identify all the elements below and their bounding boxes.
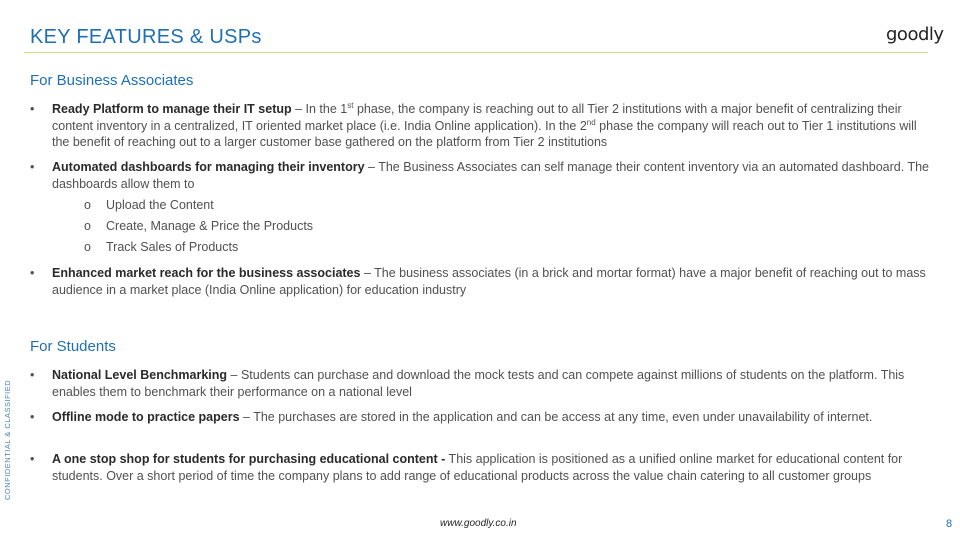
bullet-text: – In the 1 [291,102,348,116]
dashboard-subitem [84,219,313,233]
business-bullet-market-reach [30,265,930,298]
subitem-label: Upload the Content [106,198,214,212]
bullet-dot: • [30,410,35,424]
bullet-text: This application is positioned as a unified online market for educational content for students. Over a short period of time the company plans to add range of educational products across the value chain catering to all customer groups [52,452,903,483]
bullet-dot: • [30,102,35,116]
bullet-text: – The purchases are stored in the application and can be access at any time, even under unavailability of internet. [239,410,873,424]
dashboard-subitem [84,240,238,254]
subitem-marker: o [84,240,91,254]
students-section-heading: For Students [30,338,116,355]
bullet-lead: National Level Benchmarking [52,368,228,382]
bullet-lead: Ready Platform to manage their IT setup [52,102,292,116]
business-section-heading: For Business Associates [30,72,194,89]
bullet-lead: Offline mode to practice papers [52,410,240,424]
page-title: KEY FEATURES & USPs [30,26,262,48]
subitem-label: Create, Manage & Price the Products [106,219,314,233]
bullet-lead: Enhanced market reach for the business associates [52,266,361,280]
goodly-logo: goodly [886,24,944,45]
students-bullet-one-stop-shop [30,451,930,484]
students-bullet-benchmarking [30,367,930,400]
students-bullet-offline-mode [30,409,930,426]
business-bullet-automated-dashboards [30,159,930,192]
bullet-text: – The Business Associates can self manage their content inventory via an automated dashboard. The dashboards allow them to [52,160,930,191]
bullet-dot: • [30,160,35,174]
footer-website-link[interactable]: www.goodly.co.in [440,518,517,529]
bullet-text: phase, the company is reaching out to all Tier 2 institutions with a major benefit of centralizing their content inventory in a centralized, IT oriented market place (i.e. India Online application). In the 2 [52,102,902,133]
ordinal-suffix: st [347,100,354,110]
bullet-dot: • [30,452,35,466]
bullet-lead: Automated dashboards for managing their inventory [52,160,365,174]
subitem-marker: o [84,198,91,212]
subitem-label: Track Sales of Products [106,240,239,254]
bullet-dot: • [30,368,35,382]
confidential-side-label: CONFIDENTIAL & CLASSIFIED [3,379,12,500]
dashboard-subitem [84,198,214,212]
page-number: 8 [946,518,953,530]
bullet-text: phase the company will reach out to Tier 1 institutions will the benefit of reaching out to a larger customer base gathered on the platform from Tier 2 institutions [52,118,917,149]
title-divider [24,52,928,53]
subitem-marker: o [84,219,91,233]
business-bullet-ready-platform [30,101,930,151]
ordinal-suffix: nd [586,117,596,127]
bullet-text: – The business associates (in a brick and mortar format) have a major benefit of reaching out to mass audience in a market place (India Online application) for education industry [52,266,926,297]
bullet-lead: A one stop shop for students for purchasing educational content - [52,452,446,466]
bullet-text: – Students can purchase and download the mock tests and can compete against millions of students on the platform. This enables them to benchmark their performance on a national level [52,368,905,399]
bullet-dot: • [30,266,35,280]
